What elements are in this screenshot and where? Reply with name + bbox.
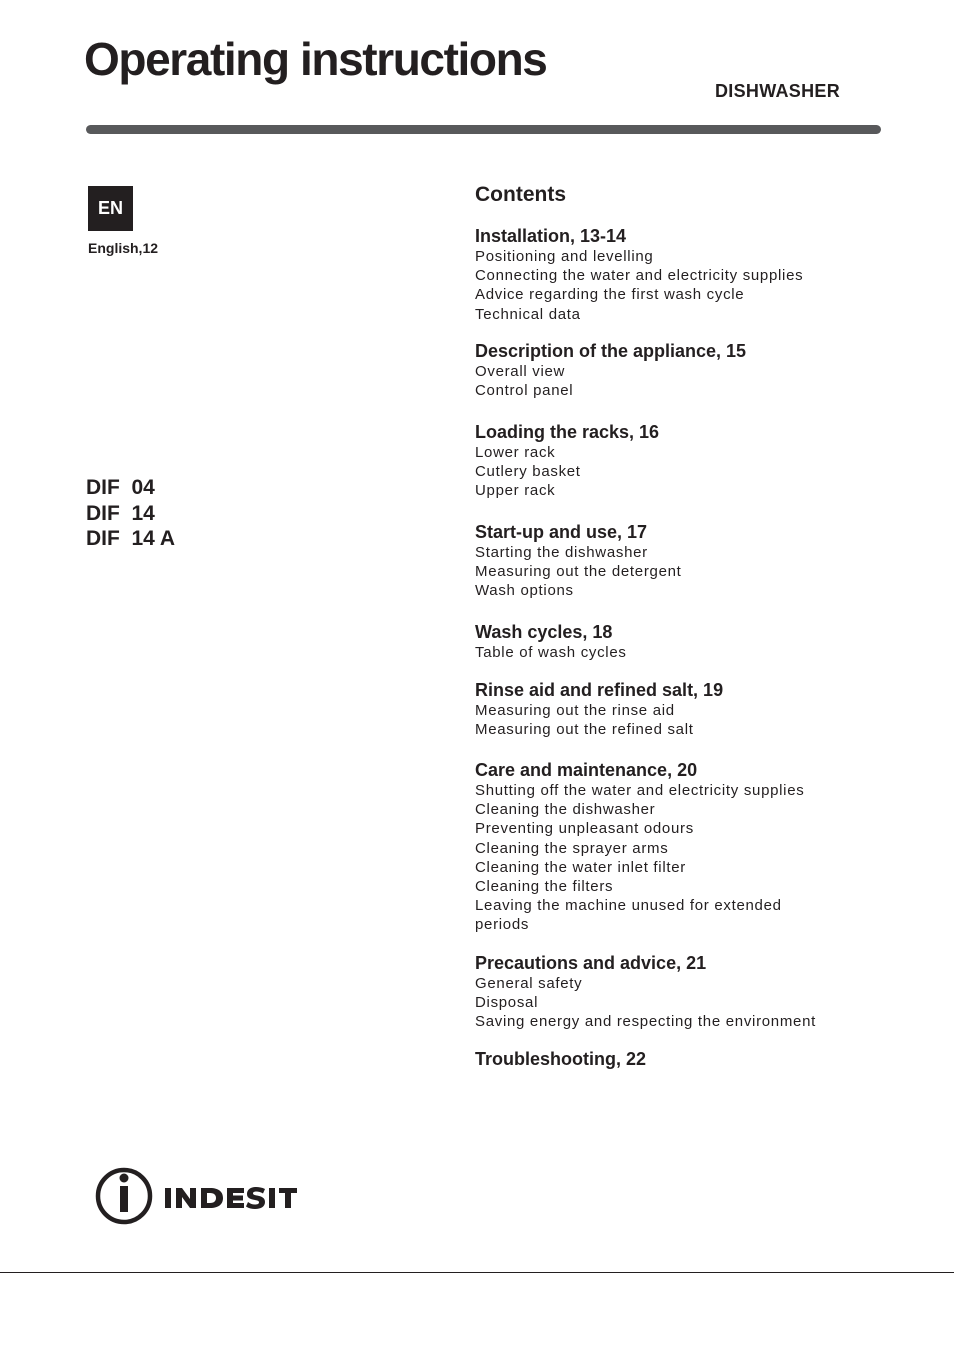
toc-item: periods bbox=[475, 916, 530, 934]
toc-section-title[interactable]: Description of the appliance, 15 bbox=[475, 341, 747, 361]
header-divider bbox=[86, 125, 881, 134]
model-name: DIF 14 A bbox=[86, 527, 176, 550]
toc-item: Leaving the machine unused for extended bbox=[475, 897, 782, 915]
toc-item-list bbox=[475, 362, 895, 400]
indesit-logo bbox=[95, 1166, 315, 1226]
toc-item-list bbox=[475, 643, 895, 662]
toc-item: Starting the dishwasher bbox=[475, 544, 648, 561]
toc-item: Measuring out the detergent bbox=[475, 563, 682, 581]
toc-section-installation bbox=[475, 226, 895, 324]
toc-section-description bbox=[475, 341, 895, 400]
toc-item: Preventing unpleasant odours bbox=[475, 820, 694, 838]
toc-item-list bbox=[475, 701, 895, 739]
toc-item: Control panel bbox=[475, 382, 574, 400]
toc-section-title[interactable]: Precautions and advice, 21 bbox=[475, 953, 707, 973]
toc-section-loading-racks bbox=[475, 422, 895, 501]
toc-section-title[interactable]: Wash cycles, 18 bbox=[475, 622, 613, 642]
toc-item-list bbox=[475, 974, 895, 1032]
model-name: DIF 04 bbox=[86, 476, 155, 499]
toc-item: Disposal bbox=[475, 994, 539, 1012]
toc-section-precautions bbox=[475, 953, 895, 1032]
toc-item: Cleaning the dishwasher bbox=[475, 801, 656, 819]
toc-section-start-up bbox=[475, 522, 895, 601]
toc-item-list bbox=[475, 443, 895, 501]
toc-section-rinse-aid bbox=[475, 680, 895, 739]
toc-section-title[interactable]: Installation, 13-14 bbox=[475, 226, 627, 246]
language-page-reference[interactable]: English,12 bbox=[88, 240, 159, 256]
toc-item: Measuring out the rinse aid bbox=[475, 702, 675, 719]
toc-item: Cutlery basket bbox=[475, 463, 581, 481]
toc-item: Lower rack bbox=[475, 444, 556, 461]
toc-section-title[interactable]: Care and maintenance, 20 bbox=[475, 760, 698, 780]
toc-item: Upper rack bbox=[475, 482, 556, 500]
toc-item: Shutting off the water and electricity supplies bbox=[475, 782, 805, 799]
toc-section-title[interactable]: Loading the racks, 16 bbox=[475, 422, 660, 442]
toc-item: Overall view bbox=[475, 363, 566, 380]
toc-item: General safety bbox=[475, 975, 583, 992]
toc-item: Wash options bbox=[475, 582, 574, 600]
contents-heading: Contents bbox=[475, 183, 566, 206]
toc-item: Measuring out the refined salt bbox=[475, 721, 694, 739]
toc-item-list bbox=[475, 781, 895, 935]
toc-item: Positioning and levelling bbox=[475, 248, 654, 265]
language-badge[interactable]: EN bbox=[88, 186, 133, 231]
toc-item: Saving energy and respecting the environment bbox=[475, 1013, 816, 1031]
toc-section-title[interactable]: Start-up and use, 17 bbox=[475, 522, 648, 542]
toc-section-wash-cycles bbox=[475, 622, 895, 662]
toc-item: Connecting the water and electricity supplies bbox=[475, 267, 804, 285]
page-title: Operating instructions bbox=[84, 33, 547, 85]
model-name: DIF 14 bbox=[86, 501, 155, 525]
toc-item: Table of wash cycles bbox=[475, 644, 627, 661]
toc-item: Cleaning the sprayer arms bbox=[475, 839, 669, 857]
toc-section-title[interactable]: Rinse aid and refined salt, 19 bbox=[475, 680, 724, 700]
footer-divider bbox=[0, 1272, 954, 1273]
document-type-label: DISHWASHER bbox=[715, 81, 841, 101]
toc-item: Cleaning the filters bbox=[475, 878, 614, 896]
toc-section-care-maintenance bbox=[475, 760, 895, 935]
toc-section-title[interactable]: Troubleshooting, 22 bbox=[475, 1049, 647, 1069]
toc-item: Cleaning the water inlet filter bbox=[475, 858, 686, 876]
toc-item: Technical data bbox=[475, 305, 581, 323]
toc-section-troubleshooting bbox=[475, 1049, 895, 1070]
model-list bbox=[86, 475, 175, 552]
toc-item: Advice regarding the first wash cycle bbox=[475, 286, 745, 304]
toc-item-list bbox=[475, 247, 895, 324]
toc-item-list bbox=[475, 543, 895, 601]
